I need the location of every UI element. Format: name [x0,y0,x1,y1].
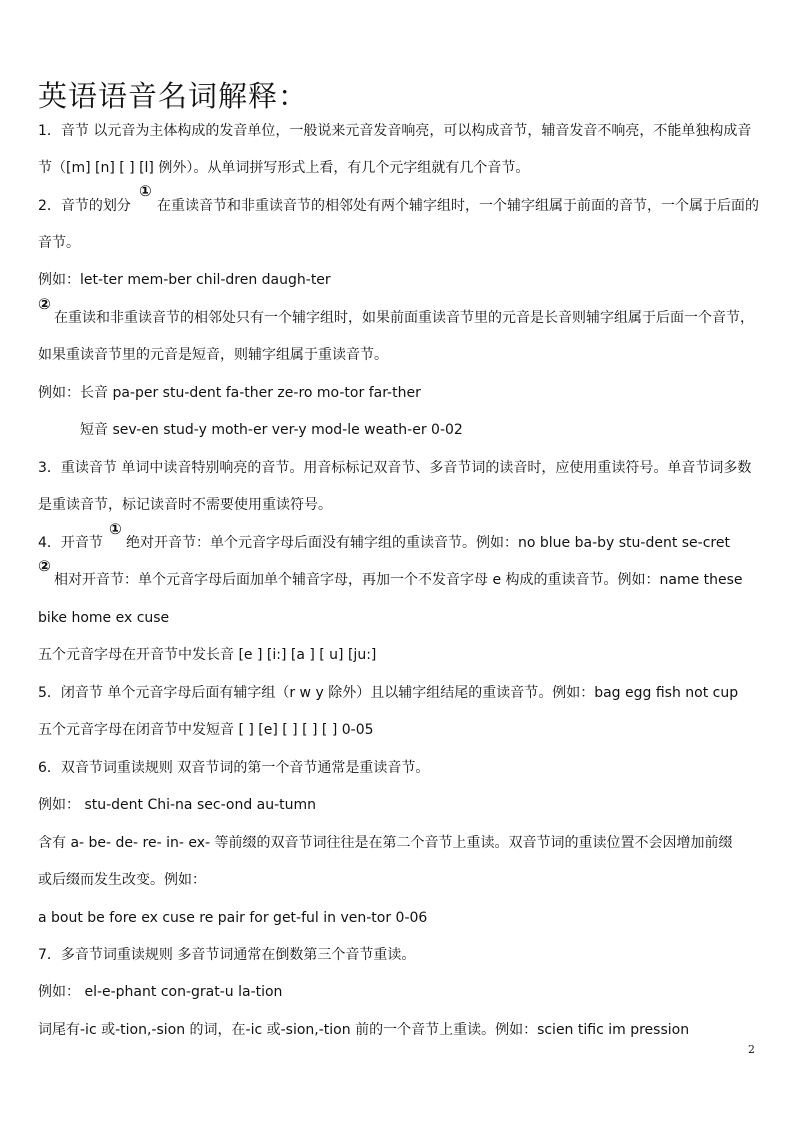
text-line: 2．音节的划分 [38,198,131,214]
text-line: 相对开音节：单个元音字母后面加单个辅音字母，再加一个不发音字母 e 构成的重读音节。例如：name these [54,572,743,588]
circled-one-marker: ① [139,182,152,200]
text-line: 例如： stu-dent Chi-na sec-ond au-tumn [38,797,317,813]
text-line: 7．多音节词重读规则 多音节词通常在倒数第三个音节重读。 [38,947,416,963]
text-line: 是重读音节，标记读音时不需要使用重读符号。 [38,497,332,513]
text-line: 音节。 [38,235,80,251]
text-line: 绝对开音节：单个元音字母后面没有辅字组的重读音节。例如：no blue ba-by stu-dent se-cret [126,535,730,551]
text-line: 含有 a- be- de- re- in- ex- 等前缀的双音节词往往是在第二个音节上重读。双音节词的重读位置不会因增加前缀 [38,835,733,851]
text-line: 五个元音字母在闭音节中发短音 [ ] [e] [ ] [ ] [ ] 0-05 [38,722,374,738]
text-line: 例如：长音 pa-per stu-dent fa-ther ze-ro mo-tor far-ther [38,385,421,401]
text-line: 在重读音节和非重读音节的相邻处有两个辅字组时，一个辅字组属于前面的音节，一个属于后面的 [157,198,759,214]
text-line: 5．闭音节 单个元音字母后面有辅字组（r w y 除外）且以辅字组结尾的重读音节。例如：bag egg fish not cup [38,685,739,701]
text-line: 或后缀而发生改变。例如： [38,872,206,888]
circled-two-marker: ② [38,295,51,313]
circled-two-marker: ② [38,557,51,575]
circled-one-marker: ① [109,520,122,538]
page-number: 2 [748,1043,755,1056]
text-line: bike home ex cuse [38,610,170,626]
text-line: 例如：let-ter mem-ber chil-dren daugh-ter [38,272,331,288]
text-line: 4．开音节 [38,535,103,551]
text-line: 如果重读音节里的元音是短音，则辅字组属于重读音节。 [38,347,388,363]
text-line: 6．双音节词重读规则 双音节词的第一个音节通常是重读音节。 [38,760,430,776]
text-line: 短音 sev-en stud-y moth-er ver-y mod-le weath-er 0-02 [80,422,463,438]
text-line: 五个元音字母在开音节中发长音 [e ] [i:] [a ] [ u] [ju:] [38,647,377,663]
text-line: 1．音节 以元音为主体构成的发音单位，一般说来元音发音响亮，可以构成音节，辅音发音不响亮，不能单独构成音 [38,123,752,139]
text-line: 词尾有-ic 或-tion,-sion 的词，在-ic 或-sion,-tion 前的一个音节上重读。例如：scien tific im pression [38,1022,690,1038]
text-line: 节（[m] [n] [ ] [l] 例外）。从单词拼写形式上看，有几个元字组就有几个音节。 [38,160,530,176]
text-line: 例如： el-e-phant con-grat-u la-tion [38,984,283,1000]
text-line: a bout be fore ex cuse re pair for get-ful in ven-tor 0-06 [38,910,428,926]
text-line: 3．重读音节 单词中读音特别响亮的音节。用音标标记双音节、多音节词的读音时，应使用重读符号。单音节词多数 [38,460,752,476]
page-title: 英语语音名词解释： [38,79,309,113]
text-line: 在重读和非重读音节的相邻处只有一个辅字组时，如果前面重读音节里的元音是长音则辅字组属于后面一个音节， [54,310,754,326]
